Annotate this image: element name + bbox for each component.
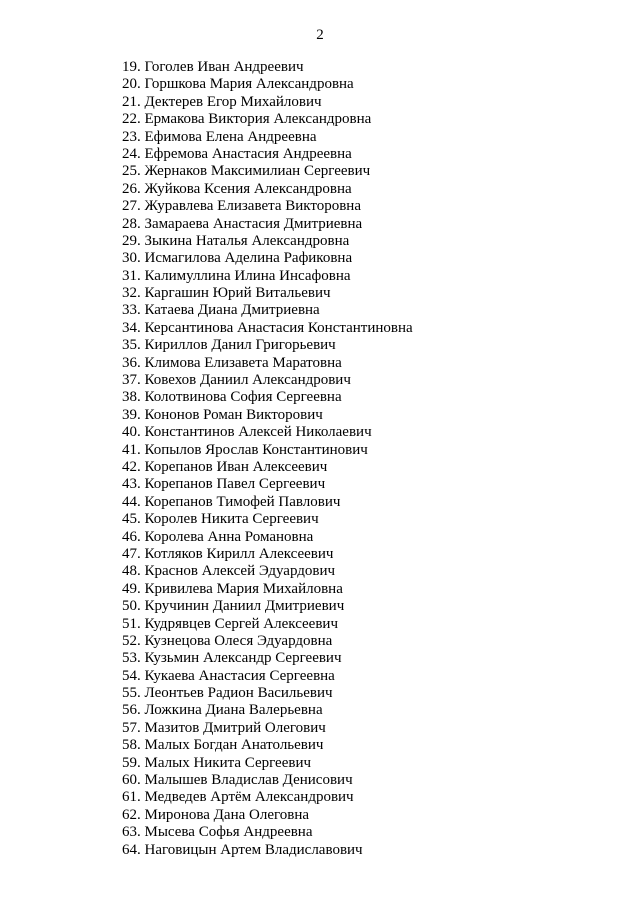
list-item: 22. Ермакова Виктория Александровна: [122, 111, 372, 128]
list-item: 24. Ефремова Анастасия Андреевна: [122, 145, 352, 162]
list-item: 40. Константинов Алексей Николаевич: [122, 424, 372, 441]
list-item: 45. Королев Никита Сергеевич: [122, 511, 319, 528]
list-item: 48. Краснов Алексей Эдуардович: [122, 563, 336, 580]
list-item: 23. Ефимова Елена Андреевна: [122, 128, 317, 145]
list-item: 57. Мазитов Дмитрий Олегович: [122, 719, 326, 736]
list-item: 19. Гоголев Иван Андреевич: [122, 59, 304, 75]
list-item: 49. Кривилева Мария Михайловна: [122, 580, 343, 597]
list-item: 47. Котляков Кирилл Алексеевич: [122, 545, 334, 562]
list-item: 38. Колотвинова София Сергеевна: [122, 389, 342, 406]
list-item: 62. Миронова Дана Олеговна: [122, 806, 310, 823]
list-item: 60. Малышев Владислав Денисович: [122, 772, 353, 789]
list-item: 29. Зыкина Наталья Александровна: [122, 232, 350, 249]
list-item: 52. Кузнецова Олеся Эдуардовна: [122, 632, 333, 649]
list-item: 20. Горшкова Мария Александровна: [122, 76, 354, 93]
name-list: [122, 59, 413, 859]
list-item: 61. Медведев Артём Александрович: [122, 789, 354, 806]
list-item: 26. Жуйкова Ксения Александровна: [122, 180, 352, 197]
list-item: 55. Леонтьев Радион Васильевич: [122, 685, 333, 702]
list-item: 64. Наговицын Артем Владиславович: [122, 841, 363, 858]
list-item: 33. Катаева Диана Дмитриевна: [122, 302, 320, 319]
list-item: 51. Кудрявцев Сергей Алексеевич: [122, 615, 338, 632]
list-item: 34. Керсантинова Анастасия Константиновна: [122, 319, 413, 336]
list-item: 35. Кириллов Данил Григорьевич: [122, 337, 336, 354]
list-item: 39. Кононов Роман Викторович: [122, 406, 323, 423]
list-item: 46. Королева Анна Романовна: [122, 528, 314, 545]
list-item: 58. Малых Богдан Анатольевич: [122, 737, 324, 754]
list-item: 37. Ковехов Даниил Александрович: [122, 372, 351, 389]
list-item: 42. Корепанов Иван Алексеевич: [122, 458, 328, 475]
list-item: 41. Копылов Ярослав Константинович: [122, 441, 368, 458]
list-item: 56. Ложкина Диана Валерьевна: [122, 702, 323, 719]
list-item: 54. Кукаева Анастасия Сергеевна: [122, 667, 335, 684]
list-item: 32. Каргашин Юрий Витальевич: [122, 285, 331, 302]
list-item: 36. Климова Елизавета Маратовна: [122, 354, 342, 371]
list-item: 31. Калимуллина Илина Инсафовна: [122, 267, 351, 284]
list-item: 59. Малых Никита Сергеевич: [122, 754, 312, 771]
list-item: 28. Замараева Анастасия Дмитриевна: [122, 215, 363, 232]
list-item: 53. Кузьмин Александр Сергеевич: [122, 650, 342, 667]
list-item: 25. Жернаков Максимилиан Сергеевич: [122, 163, 371, 180]
page-number: 2: [316, 27, 324, 43]
list-item: 63. Мысева Софья Андреевна: [122, 824, 313, 841]
list-item: 50. Кручинин Даниил Дмитриевич: [122, 598, 345, 615]
list-item: 44. Корепанов Тимофей Павлович: [122, 493, 341, 510]
list-item: 43. Корепанов Павел Сергеевич: [122, 476, 326, 493]
list-item: 30. Исмагилова Аделина Рафиковна: [122, 250, 353, 267]
list-item: 21. Дектерев Егор Михайлович: [122, 93, 322, 110]
list-item: 27. Журавлева Елизавета Викторовна: [122, 198, 361, 215]
